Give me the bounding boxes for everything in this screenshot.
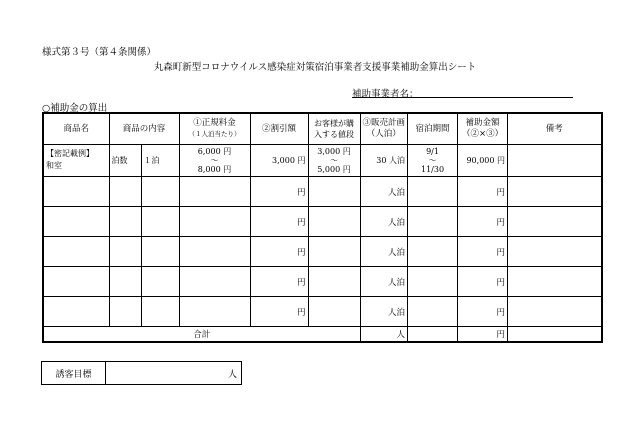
cell-stay-period[interactable]	[408, 207, 458, 237]
cell-remarks[interactable]	[508, 177, 602, 207]
table-row	[43, 207, 602, 237]
header-subsidy-line2: （②×③）	[461, 129, 504, 139]
header-product-content: 商品の内容	[109, 113, 179, 145]
visitor-target-table	[41, 361, 242, 385]
header-customer-price-line2: 入する値段	[314, 130, 354, 139]
cell-regular-price[interactable]	[179, 207, 250, 237]
cell-subsidy[interactable]: 円	[458, 237, 508, 267]
cell-product-content-type[interactable]	[109, 207, 141, 237]
header-subsidy-line1: 補助金額	[465, 118, 500, 128]
example-price-to: 8,000 円	[197, 164, 232, 174]
header-sales-plan	[360, 113, 408, 145]
cell-discount[interactable]: 円	[250, 267, 308, 297]
cell-product-name[interactable]	[43, 237, 109, 267]
cell-product-content-type[interactable]	[109, 177, 141, 207]
example-regular-price	[179, 145, 250, 177]
cell-sales-plan[interactable]: 人泊	[360, 237, 408, 267]
subsidy-table	[42, 112, 603, 343]
example-row	[43, 145, 602, 177]
total-period	[408, 327, 458, 343]
section-label: ○補助金の算出	[42, 103, 108, 114]
visitor-target-label: 誘客目標	[42, 362, 106, 385]
example-discount: 3,000 円	[250, 145, 308, 177]
cell-product-name[interactable]	[43, 177, 109, 207]
example-customer-tilde: ～	[330, 155, 338, 165]
example-period-from: 9/1	[426, 147, 439, 156]
cell-sales-plan[interactable]: 人泊	[360, 207, 408, 237]
example-period-tilde: ～	[428, 155, 437, 165]
header-customer-price-line1: お客様が購	[314, 119, 354, 128]
cell-subsidy[interactable]: 円	[458, 177, 508, 207]
example-remarks	[508, 145, 602, 177]
cell-discount[interactable]: 円	[250, 297, 308, 327]
header-row	[43, 113, 602, 145]
cell-customer-price[interactable]	[308, 177, 360, 207]
example-name-line2: 和室	[46, 161, 62, 170]
cell-product-content-value[interactable]	[141, 207, 179, 237]
cell-regular-price[interactable]	[179, 237, 250, 267]
total-persons[interactable]: 人	[360, 327, 408, 343]
cell-product-content-value[interactable]	[141, 237, 179, 267]
header-regular-price	[179, 113, 250, 145]
total-subsidy[interactable]: 円	[458, 327, 508, 343]
header-discount: ②割引額	[250, 113, 308, 145]
cell-product-content-type[interactable]	[109, 297, 141, 327]
cell-customer-price[interactable]	[308, 237, 360, 267]
cell-product-content-value[interactable]	[141, 177, 179, 207]
example-content-value: １泊	[141, 145, 179, 177]
header-stay-period: 宿泊期間	[408, 113, 458, 145]
cell-customer-price[interactable]	[308, 297, 360, 327]
cell-stay-period[interactable]	[408, 177, 458, 207]
form-number: 様式第３号（第４条関係）	[42, 47, 157, 58]
example-customer-from: 3,000 円	[317, 147, 351, 156]
cell-discount[interactable]: 円	[250, 207, 308, 237]
cell-customer-price[interactable]	[308, 267, 360, 297]
cell-product-content-type[interactable]	[109, 237, 141, 267]
total-row	[43, 327, 602, 343]
cell-subsidy[interactable]: 円	[458, 207, 508, 237]
cell-subsidy[interactable]: 円	[458, 297, 508, 327]
table-row	[43, 297, 602, 327]
cell-regular-price[interactable]	[179, 267, 250, 297]
example-customer-to: 5,000 円	[317, 164, 351, 174]
cell-discount[interactable]: 円	[250, 177, 308, 207]
example-name-line1: 【密記載例】	[46, 149, 94, 158]
example-subsidy: 90,000 円	[458, 145, 508, 177]
cell-stay-period[interactable]	[408, 237, 458, 267]
example-price-from: 6,000 円	[197, 147, 232, 156]
cell-sales-plan[interactable]: 人泊	[360, 267, 408, 297]
cell-product-content-value[interactable]	[141, 297, 179, 327]
cell-product-content-type[interactable]	[109, 267, 141, 297]
header-customer-price	[308, 113, 360, 145]
cell-product-content-value[interactable]	[141, 267, 179, 297]
header-sales-plan-line1: ③販売計画	[362, 118, 406, 128]
total-remarks	[508, 327, 602, 343]
cell-stay-period[interactable]	[408, 297, 458, 327]
cell-remarks[interactable]	[508, 237, 602, 267]
example-content-type: 泊数	[109, 145, 141, 177]
table-row	[43, 267, 602, 297]
cell-regular-price[interactable]	[179, 177, 250, 207]
cell-stay-period[interactable]	[408, 267, 458, 297]
applicant-label: 補助事業者名：	[352, 89, 419, 100]
cell-regular-price[interactable]	[179, 297, 250, 327]
cell-remarks[interactable]	[508, 267, 602, 297]
cell-product-name[interactable]	[43, 207, 109, 237]
cell-customer-price[interactable]	[308, 207, 360, 237]
total-label: 合計	[43, 327, 360, 343]
cell-remarks[interactable]	[508, 297, 602, 327]
table-row	[43, 177, 602, 207]
cell-sales-plan[interactable]: 人泊	[360, 297, 408, 327]
header-subsidy	[458, 113, 508, 145]
visitor-target-value[interactable]: 人	[106, 362, 242, 385]
table-row	[43, 237, 602, 267]
cell-subsidy[interactable]: 円	[458, 267, 508, 297]
cell-product-name[interactable]	[43, 297, 109, 327]
cell-discount[interactable]: 円	[250, 237, 308, 267]
document-title: 丸森町新型コロナウイルス感染症対策宿泊事業者支援事業補助金算出シート	[153, 62, 477, 73]
cell-sales-plan[interactable]: 人泊	[360, 177, 408, 207]
header-regular-price-label: ①正規料金	[193, 118, 236, 128]
header-remarks: 備考	[508, 113, 602, 145]
cell-remarks[interactable]	[508, 207, 602, 237]
example-period-to: 11/30	[420, 164, 445, 174]
example-stay-period	[408, 145, 458, 177]
applicant-underline[interactable]	[352, 97, 573, 98]
header-sales-plan-line2: （人泊）	[366, 129, 401, 139]
header-product-name: 商品名	[43, 113, 109, 145]
example-product-name	[43, 145, 109, 177]
example-price-tilde: ～	[210, 155, 219, 165]
header-regular-price-note: （１人泊当たり）	[188, 130, 241, 138]
example-sales-plan: 30 人泊	[360, 145, 408, 177]
example-customer-price	[308, 145, 360, 177]
cell-product-name[interactable]	[43, 267, 109, 297]
